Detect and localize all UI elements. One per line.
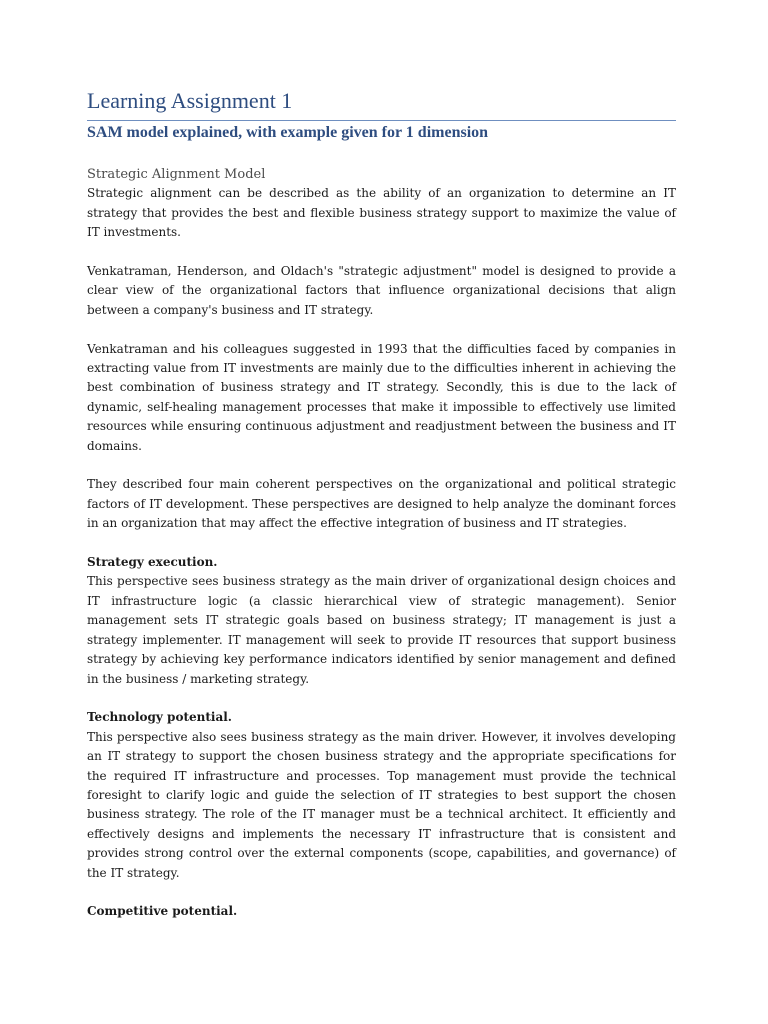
- paragraph-intro: Strategic alignment can be described as the ability of an organization to determine an IT strategy that provides the best and flexible business strategy support to maximize the value of IT investments.: [87, 186, 676, 240]
- paragraph-difficulties: Venkatraman and his colleagues suggested in 1993 that the difficulties faced by companies in extracting value from IT investments are mainly due to the difficulties inherent in achieving the best combination of business strategy and IT strategy. Secondly, this is due to the lack of dynamic, self-healing management processes that make it impossible to effectively use limited resources while ensuring continuous adjustment and readjustment between the business and IT domains.: [87, 341, 676, 453]
- document-subtitle: SAM model explained, with example given for 1 dimension: [87, 124, 489, 141]
- section-heading: Strategic Alignment Model: [87, 167, 266, 182]
- perspective-heading-strategy-execution: Strategy execution.: [87, 555, 218, 570]
- perspective-text-technology-potential: This perspective also sees business strategy as the main driver. However, it involves developing an IT strategy to support the chosen business strategy and the appropriate specifications for the required IT infrastructure and processes. Top management must provide the technical foresight to clarify logic and guide the selection of IT strategies to best support the chosen business strategy. The role of the IT manager must be a technical architect. It efficiently and effectively designs and implements the necessary IT infrastructure that is consistent and provides strong control over the external components (scope, capabilities, and governance) of the IT strategy.: [87, 729, 676, 880]
- paragraph-perspectives: They described four main coherent perspectives on the organizational and political strategic factors of IT development. These perspectives are designed to help analyze the dominant forces in an organization that may affect the effective integration of business and IT strategies.: [87, 477, 676, 531]
- document-body: [87, 165, 676, 922]
- perspective-text-strategy-execution: This perspective sees business strategy as the main driver of organizational design choices and IT infrastructure logic (a classic hierarchical view of strategic management). Senior management sets IT strategic goals based on business strategy; IT management is just a strategy implementer. IT management will seek to provide IT resources that support business strategy by achieving key performance indicators identified by senior management and defined in the business / marketing strategy.: [87, 574, 676, 686]
- document-title: Learning Assignment 1: [87, 88, 293, 113]
- title-underline: [87, 120, 676, 121]
- perspective-heading-competitive-potential: Competitive potential.: [87, 904, 238, 919]
- perspective-heading-technology-potential: Technology potential.: [87, 710, 232, 725]
- paragraph-model: Venkatraman, Henderson, and Oldach's "strategic adjustment" model is designed to provide a clear view of the organizational factors that influence organizational decisions that align between a company's business and IT strategy.: [87, 264, 676, 317]
